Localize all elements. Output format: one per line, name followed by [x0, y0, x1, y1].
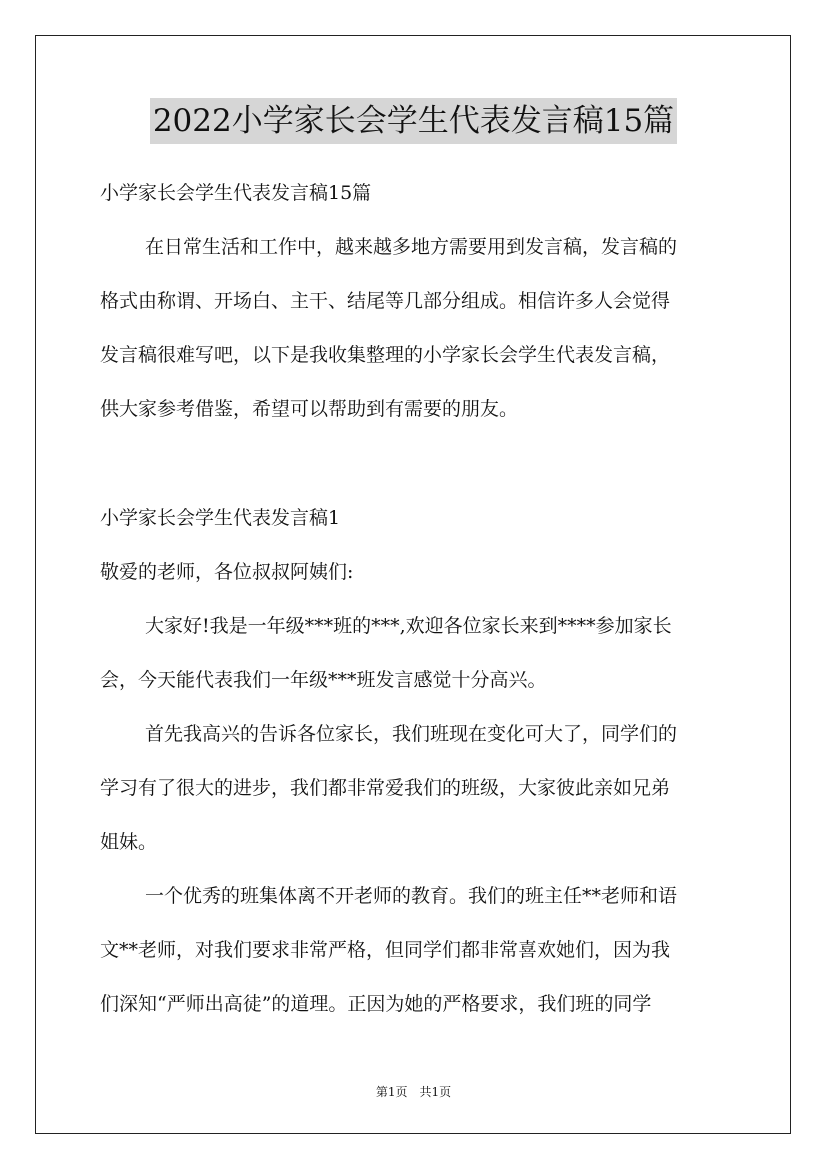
page-number-footer: 第1页 共1页: [375, 1085, 452, 1099]
paragraph-line: 供大家参考借鉴，希望可以帮助到有需要的朋友。: [100, 398, 519, 420]
paragraph-line: 一个优秀的班集体离不开老师的教育。我们的班主任**老师和语: [145, 885, 678, 907]
paragraph-line: 会，今天能代表我们一年级***班发言感觉十分高兴。: [100, 669, 547, 691]
paragraph-line: 姐妹。: [100, 831, 158, 853]
paragraph-line: 学习有了很大的进步，我们都非常爱我们的班级，大家彼此亲如兄弟: [100, 777, 671, 799]
document-title: 2022小学家长会学生代表发言稿15篇: [150, 98, 677, 144]
paragraph-line: 文**老师，对我们要求非常严格，但同学们都非常喜欢她们，因为我: [100, 939, 671, 961]
title-container: [0, 98, 827, 144]
paragraph-line: 首先我高兴的告诉各位家长，我们班现在变化可大了，同学们的: [145, 723, 678, 745]
paragraph-line: 大家好!我是一年级***班的***,欢迎各位家长来到****参加家长: [145, 615, 672, 637]
subtitle-line: 小学家长会学生代表发言稿15篇: [100, 182, 372, 204]
section-heading: 小学家长会学生代表发言稿1: [100, 507, 341, 529]
paragraph-line: 格式由称谓、开场白、主干、结尾等几部分组成。相信许多人会觉得: [100, 290, 671, 312]
paragraph-line: 在日常生活和工作中，越来越多地方需要用到发言稿，发言稿的: [145, 236, 678, 258]
paragraph-line: 发言稿很难写吧，以下是我收集整理的小学家长会学生代表发言稿，: [100, 344, 671, 366]
salutation-line: 敬爱的老师，各位叔叔阿姨们:: [100, 561, 354, 583]
paragraph-line: 们深知“严师出高徒”的道理。正因为她的严格要求，我们班的同学: [100, 993, 652, 1015]
